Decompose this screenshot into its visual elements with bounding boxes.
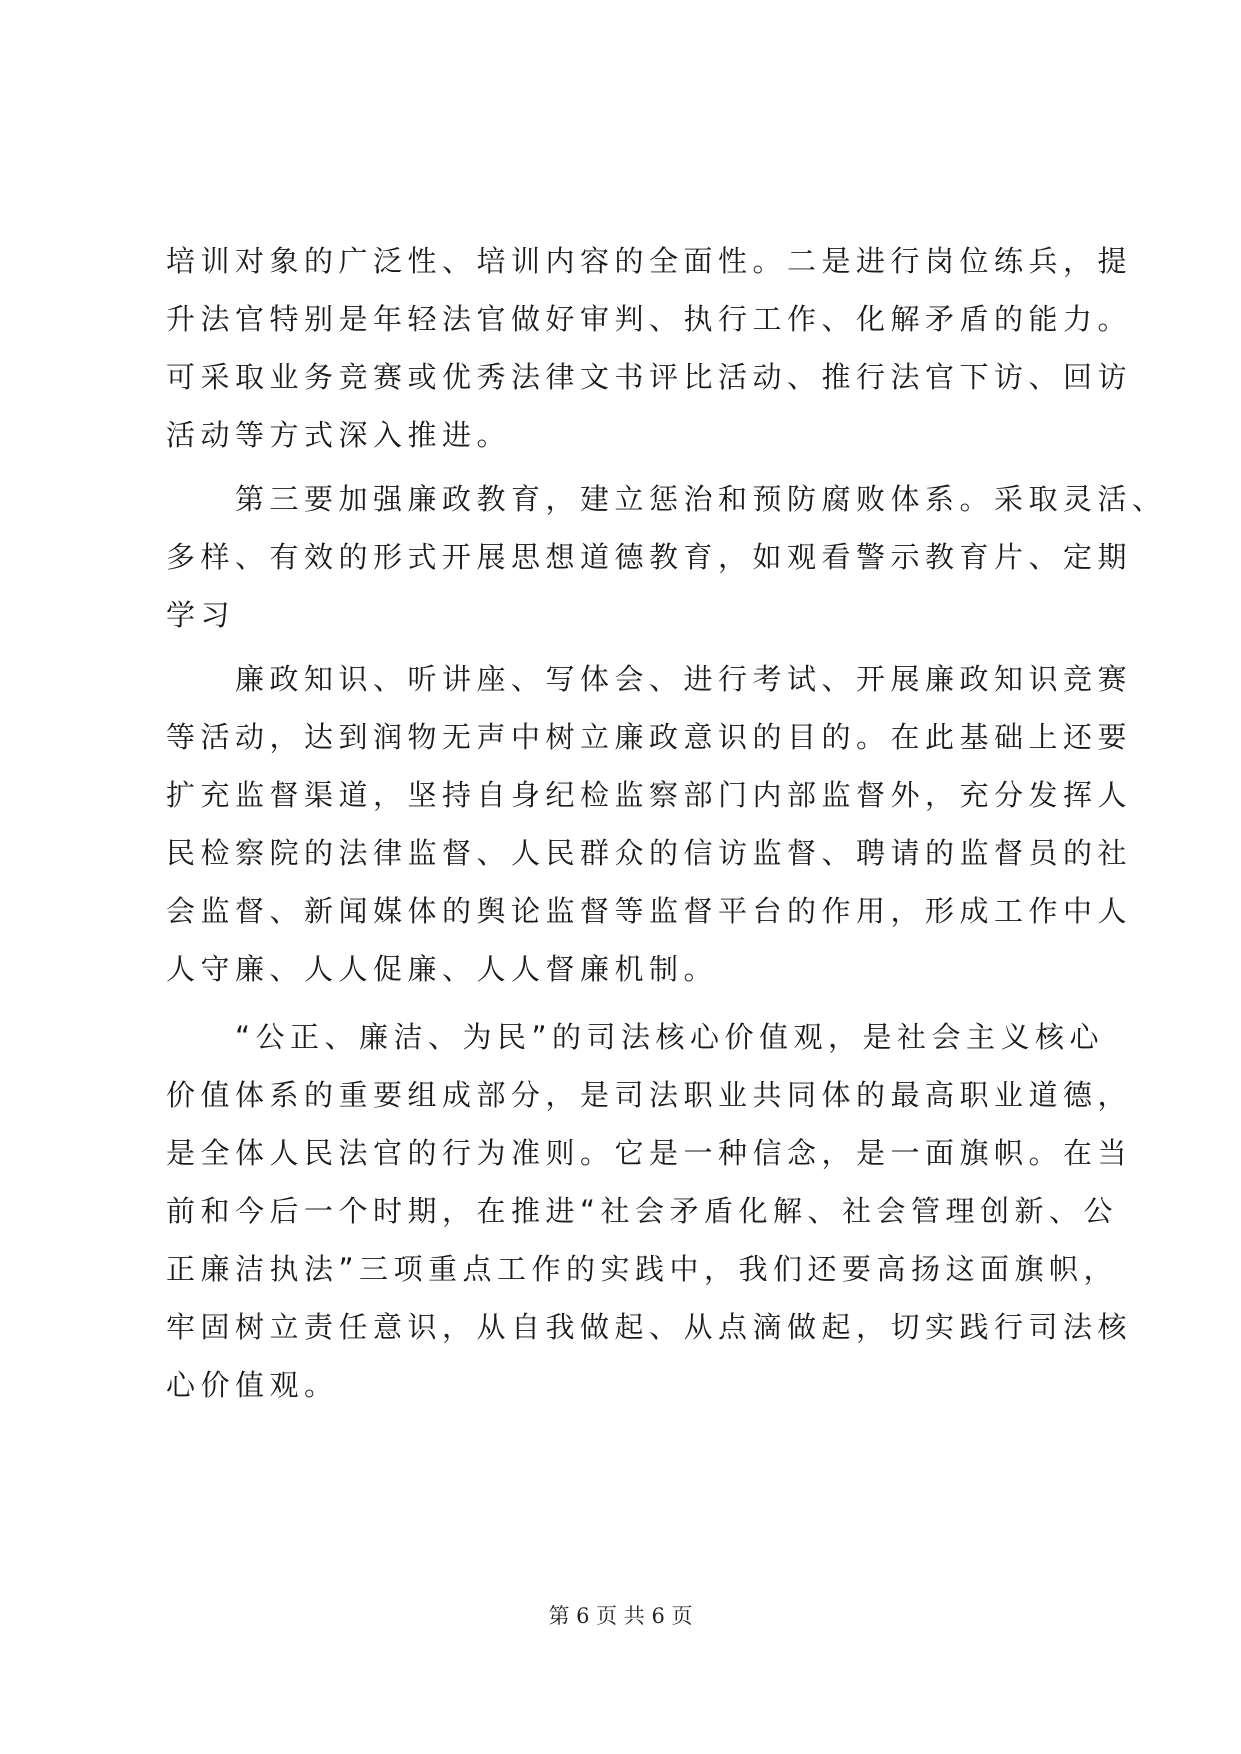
paragraph-1 — [166, 232, 1133, 464]
text-line: 正廉洁执法”三项重点工作的实践中，我们还要高扬这面旗帜， — [166, 1252, 1119, 1286]
text-line: 培训对象的广泛性、培训内容的全面性。二是进行岗位练兵，提 — [166, 244, 1133, 278]
text-line: 活动等方式深入推进。 — [166, 418, 512, 452]
page-footer — [0, 1600, 1241, 1630]
text-line: 升法官特别是年轻法官做好审判、执行工作、化解矛盾的能力。 — [166, 302, 1133, 336]
text-line: 前和今后一个时期，在推进“社会矛盾化解、社会管理创新、公 — [166, 1194, 1119, 1228]
text-line: 学习 — [166, 598, 236, 632]
text-line: 价值体系的重要组成部分，是司法职业共同体的最高职业道德， — [166, 1078, 1133, 1112]
text-line: 等活动，达到润物无声中树立廉政意识的目的。在此基础上还要 — [166, 720, 1133, 754]
text-line: 廉政知识、听讲座、写体会、进行考试、开展廉政知识竞赛 — [166, 662, 1133, 696]
text-line: 牢固树立责任意识，从自我做起、从点滴做起，切实践行司法核 — [166, 1310, 1133, 1344]
text-line: 会监督、新闻媒体的舆论监督等监督平台的作用，形成工作中人 — [166, 894, 1133, 928]
paragraph-2 — [166, 470, 1167, 644]
paragraph-4 — [166, 1008, 1133, 1414]
page-number: 第 6 页 共 6 页 — [548, 1604, 693, 1628]
text-line: 可采取业务竞赛或优秀法律文书评比活动、推行法官下访、回访 — [166, 360, 1133, 394]
paragraph-3 — [166, 650, 1133, 998]
text-line: 是全体人民法官的行为准则。它是一种信念，是一面旗帜。在当 — [166, 1136, 1133, 1170]
text-line: “公正、廉洁、为民”的司法核心价值观，是社会主义核心 — [166, 1020, 1105, 1054]
text-line: 民检察院的法律监督、人民群众的信访监督、聘请的监督员的社 — [166, 836, 1133, 870]
text-line: 多样、有效的形式开展思想道德教育，如观看警示教育片、定期 — [166, 540, 1133, 574]
text-line: 心价值观。 — [166, 1368, 339, 1402]
text-line: 扩充监督渠道，坚持自身纪检监察部门内部监督外，充分发挥人 — [166, 778, 1133, 812]
text-line: 人守廉、人人促廉、人人督廉机制。 — [166, 952, 719, 986]
text-line: 第三要加强廉政教育，建立惩治和预防腐败体系。采取灵活、 — [166, 482, 1167, 516]
